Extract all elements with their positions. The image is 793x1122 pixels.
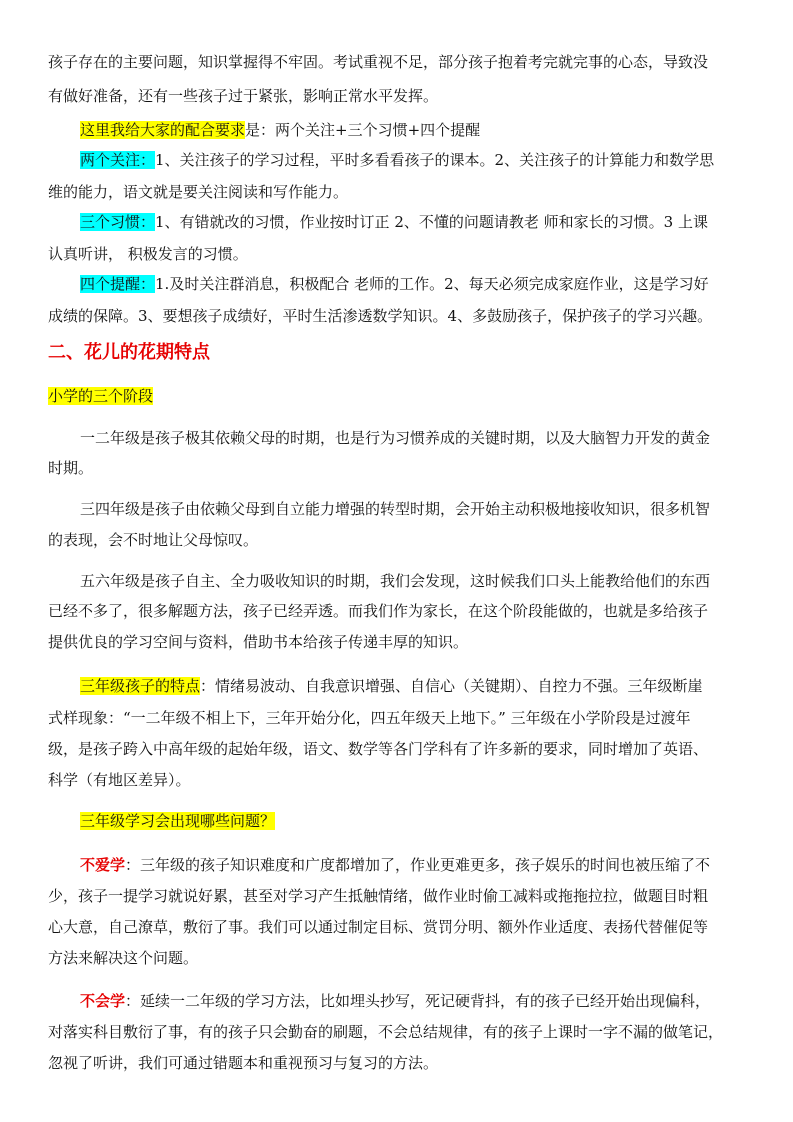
habits-line-1: [80, 212, 708, 232]
grade34-line-2: 的表现，会不时地让父母惊叹。: [48, 531, 259, 549]
not-love-line-1: [80, 855, 710, 875]
grade34-line-1: 三四年级是孩子由依赖父母到自立能力增强的转型时期，会开始主动积极地接收知识，很多机智: [80, 500, 711, 518]
grade56-line-3: 提供优良的学习空间与资料，借助书本给孩子传递丰厚的知识。: [48, 633, 469, 651]
habits-text-1: 1、有错就改的习惯，作业按时订正 2、不懂的问题请教老 师和家长的习惯。3 上课: [155, 213, 708, 231]
requirements-text: 是：两个关注+三个习惯+四个提醒: [245, 121, 481, 139]
not-love-line-3: 心大意，自己潦草，敷衍了事。我们可以通过制定目标、赏罚分明、额外作业适度、表扬代替催促等: [48, 918, 709, 936]
reminders-line-1: [80, 274, 709, 294]
grade3-traits-line-3: 级，是孩子跨入中高年级的起始年级，语文、数学等各门学科有了许多新的要求，同时增加了英语、: [48, 740, 709, 758]
not-love-text-1: ：三年级的孩子知识难度和广度都增加了，作业更难更多，孩子娱乐的时间也被压缩了不: [125, 856, 711, 874]
problems-label: 三年级学习会出现哪些问题？: [80, 812, 276, 830]
grade3-traits-label: 三年级孩子的特点: [80, 677, 201, 695]
cannot-learn-line-3: 忽视了听讲，我们可通过错题本和重视预习与复习的方法。: [48, 1054, 439, 1072]
stages-label: 小学的三个阶段: [48, 387, 154, 405]
grade56-line-2: 已经不多了，很多解题方法，孩子已经弄透。而我们作为家长，在这个阶段能做的，也就是多给孩子: [48, 602, 709, 620]
intro-line-1: 孩子存在的主要问题，知识掌握得不牢固。考试重视不足，部分孩子抱着考完就完事的心态，导致没: [48, 53, 709, 71]
section-heading: 二、花儿的花期特点: [48, 342, 210, 363]
requirements-label: 这里我给大家的配合要求: [80, 121, 246, 139]
attention-text-1: 1、关注孩子的学习过程，平时多看看孩子的课本。2、关注孩子的计算能力和数学思: [155, 151, 715, 169]
requirements-line: [80, 120, 480, 140]
cannot-learn-label: 不会学: [80, 992, 126, 1010]
attention-line-1: [80, 150, 714, 170]
not-love-line-2: 少，孩子一提学习就说好累，甚至对学习产生抵触情绪，做作业时偷工减料或拖拖拉拉，做题目时粗: [48, 887, 709, 905]
not-love-label: 不爱学: [80, 856, 126, 874]
grade3-traits-text-1: ：情绪易波动、自我意识增强、自信心（关键期）、自控力不强。三年级断崖: [200, 677, 703, 695]
habits-label: 三个习惯：: [80, 213, 156, 231]
intro-line-2: 有做好准备，还有一些孩子过于紧张，影响正常水平发挥。: [48, 87, 439, 105]
grade12-line-2: 时期。: [48, 459, 94, 477]
cannot-learn-text-1: ：延续一二年级的学习方法，比如埋头抄写，死记硬背抖，有的孩子已经开始出现偏科，: [125, 992, 711, 1010]
grade3-traits-line-4: 科学（有地区差异）。: [48, 771, 191, 789]
reminders-text-1: 1.及时关注群消息，积极配合 老师的工作。2、每天必须完成家庭作业，这是学习好: [155, 275, 709, 293]
grade56-line-1: 五六年级是孩子自主、全力吸收知识的时期，我们会发现，这时候我们口头上能教给他们的东西: [80, 572, 711, 590]
stages-label-line: [48, 386, 153, 406]
problems-label-line: [80, 811, 275, 831]
habits-line-2: 认真听讲， 积极发言的习惯。: [48, 245, 248, 263]
reminders-label: 四个提醒：: [80, 275, 156, 293]
not-love-line-4: 方法来解决这个问题。: [48, 949, 199, 967]
attention-label: 两个关注：: [80, 151, 156, 169]
grade12-line-1: 一二年级是孩子极其依赖父母的时期，也是行为习惯养成的关键时期，以及大脑智力开发的黄金: [80, 429, 711, 447]
cannot-learn-line-1: [80, 991, 710, 1011]
grade3-traits-line-1: [80, 676, 703, 696]
cannot-learn-line-2: 对落实科目敷衍了事，有的孩子只会勤奋的刷题，不会总结规律，有的孩子上课时一字不漏的做笔记，: [48, 1023, 724, 1041]
attention-line-2: 维的能力，语文就是要关注阅读和写作能力。: [48, 183, 349, 201]
reminders-line-2: 成绩的保障。3、要想孩子成绩好，平时生活渗透数学知识。4、多鼓励孩子，保护孩子的学习兴趣。: [48, 307, 713, 325]
grade3-traits-line-2: 式样现象：“一二年级不相上下，三年开始分化，四五年级天上地下。” 三年级在小学阶段是过渡年: [48, 709, 691, 727]
